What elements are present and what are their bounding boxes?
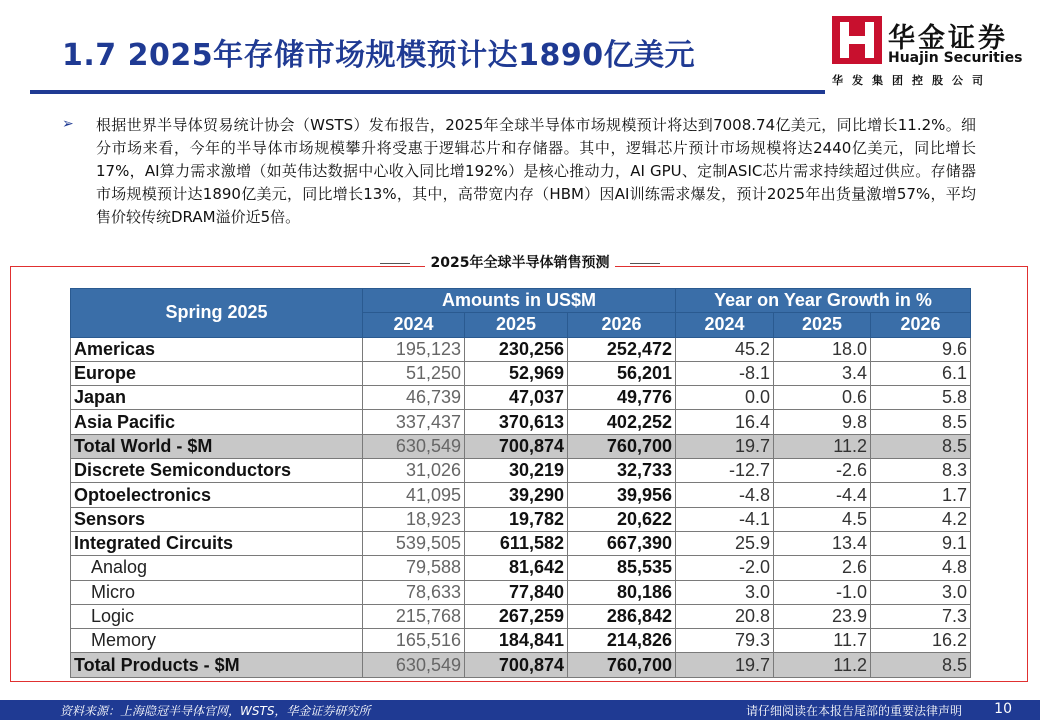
growth-2024-cell: 25.9 bbox=[676, 531, 774, 555]
growth-2024-cell: 45.2 bbox=[676, 337, 774, 361]
sales-forecast-table bbox=[70, 288, 971, 678]
growth-2025-cell: 0.6 bbox=[774, 386, 871, 410]
figure-title-rule-right bbox=[630, 263, 660, 264]
growth-2026-cell: 16.2 bbox=[871, 629, 971, 653]
growth-2026-cell: 5.8 bbox=[871, 386, 971, 410]
row-label: Total Products - $M bbox=[71, 653, 363, 677]
growth-2025-cell: 11.2 bbox=[774, 434, 871, 458]
amount-2025-cell: 370,613 bbox=[465, 410, 568, 434]
amount-year-header: 2026 bbox=[568, 313, 676, 337]
growth-2025-cell: -2.6 bbox=[774, 459, 871, 483]
amount-2025-cell: 52,969 bbox=[465, 361, 568, 385]
amount-2026-cell: 80,186 bbox=[568, 580, 676, 604]
growth-2024-cell: 16.4 bbox=[676, 410, 774, 434]
page-title: 1.7 2025年存储市场规模预计达1890亿美元 bbox=[62, 38, 696, 73]
amount-2025-cell: 77,840 bbox=[465, 580, 568, 604]
growth-group-header: Year on Year Growth in % bbox=[676, 289, 971, 313]
table-row bbox=[71, 361, 971, 385]
growth-2026-cell: 4.8 bbox=[871, 556, 971, 580]
table-row bbox=[71, 410, 971, 434]
row-label: Americas bbox=[71, 337, 363, 361]
table-row bbox=[71, 459, 971, 483]
figure-title-rule-left bbox=[380, 263, 410, 264]
amount-2024-cell: 51,250 bbox=[363, 361, 465, 385]
row-label: Asia Pacific bbox=[71, 410, 363, 434]
amount-2025-cell: 19,782 bbox=[465, 507, 568, 531]
amount-2026-cell: 667,390 bbox=[568, 531, 676, 555]
amount-2025-cell: 39,290 bbox=[465, 483, 568, 507]
growth-2025-cell: 2.6 bbox=[774, 556, 871, 580]
row-label: Logic bbox=[71, 604, 363, 628]
table-row bbox=[71, 629, 971, 653]
growth-2026-cell: 8.5 bbox=[871, 410, 971, 434]
amount-2025-cell: 267,259 bbox=[465, 604, 568, 628]
growth-2024-cell: -4.1 bbox=[676, 507, 774, 531]
bullet-arrow-icon: ➢ bbox=[62, 116, 74, 132]
amount-2026-cell: 286,842 bbox=[568, 604, 676, 628]
amount-2025-cell: 184,841 bbox=[465, 629, 568, 653]
amount-2026-cell: 760,700 bbox=[568, 653, 676, 677]
amount-2024-cell: 195,123 bbox=[363, 337, 465, 361]
amount-year-header: 2025 bbox=[465, 313, 568, 337]
table-total-row bbox=[71, 434, 971, 458]
growth-2025-cell: -1.0 bbox=[774, 580, 871, 604]
footer-source: 资料来源：上海隐冠半导体官网，WSTS，华金证券研究所 bbox=[60, 704, 371, 718]
growth-year-header: 2025 bbox=[774, 313, 871, 337]
table-corner-header: Spring 2025 bbox=[71, 289, 363, 338]
logo-tagline: 华发集团控股公司 bbox=[832, 74, 992, 87]
title-underline bbox=[30, 90, 825, 94]
growth-year-header: 2024 bbox=[676, 313, 774, 337]
growth-2024-cell: -8.1 bbox=[676, 361, 774, 385]
amount-2024-cell: 78,633 bbox=[363, 580, 465, 604]
amount-2026-cell: 20,622 bbox=[568, 507, 676, 531]
growth-2025-cell: 4.5 bbox=[774, 507, 871, 531]
growth-2025-cell: 23.9 bbox=[774, 604, 871, 628]
row-label: Europe bbox=[71, 361, 363, 385]
growth-2026-cell: 8.3 bbox=[871, 459, 971, 483]
amount-2025-cell: 81,642 bbox=[465, 556, 568, 580]
row-label: Micro bbox=[71, 580, 363, 604]
growth-2026-cell: 4.2 bbox=[871, 507, 971, 531]
page-number: 10 bbox=[994, 701, 1012, 717]
company-logo bbox=[832, 14, 1032, 94]
amount-2024-cell: 539,505 bbox=[363, 531, 465, 555]
amount-2026-cell: 39,956 bbox=[568, 483, 676, 507]
amount-2024-cell: 630,549 bbox=[363, 434, 465, 458]
row-label: Integrated Circuits bbox=[71, 531, 363, 555]
growth-2024-cell: 20.8 bbox=[676, 604, 774, 628]
growth-2025-cell: 11.7 bbox=[774, 629, 871, 653]
amount-2026-cell: 32,733 bbox=[568, 459, 676, 483]
row-label: Optoelectronics bbox=[71, 483, 363, 507]
amount-2024-cell: 630,549 bbox=[363, 653, 465, 677]
growth-2026-cell: 9.6 bbox=[871, 337, 971, 361]
growth-2026-cell: 8.5 bbox=[871, 653, 971, 677]
growth-2025-cell: 3.4 bbox=[774, 361, 871, 385]
row-label: Total World - $M bbox=[71, 434, 363, 458]
table-row bbox=[71, 337, 971, 361]
growth-2024-cell: -2.0 bbox=[676, 556, 774, 580]
amount-2024-cell: 215,768 bbox=[363, 604, 465, 628]
growth-2024-cell: 19.7 bbox=[676, 434, 774, 458]
amount-2026-cell: 252,472 bbox=[568, 337, 676, 361]
growth-2025-cell: -4.4 bbox=[774, 483, 871, 507]
growth-2026-cell: 8.5 bbox=[871, 434, 971, 458]
amount-2026-cell: 214,826 bbox=[568, 629, 676, 653]
amount-2024-cell: 79,588 bbox=[363, 556, 465, 580]
amount-2024-cell: 337,437 bbox=[363, 410, 465, 434]
logo-chinese-name: 华金证券 bbox=[888, 23, 1008, 54]
amount-year-header: 2024 bbox=[363, 313, 465, 337]
footer-bar bbox=[0, 700, 1040, 720]
amount-2025-cell: 611,582 bbox=[465, 531, 568, 555]
growth-2024-cell: 0.0 bbox=[676, 386, 774, 410]
figure-title: 2025年全球半导体销售预测 bbox=[425, 252, 616, 272]
growth-year-header: 2026 bbox=[871, 313, 971, 337]
amount-2024-cell: 165,516 bbox=[363, 629, 465, 653]
table-row bbox=[71, 556, 971, 580]
growth-2026-cell: 1.7 bbox=[871, 483, 971, 507]
table-row bbox=[71, 531, 971, 555]
row-label: Analog bbox=[71, 556, 363, 580]
growth-2026-cell: 6.1 bbox=[871, 361, 971, 385]
growth-2025-cell: 18.0 bbox=[774, 337, 871, 361]
figure-title-block bbox=[380, 252, 660, 274]
growth-2026-cell: 3.0 bbox=[871, 580, 971, 604]
amount-2024-cell: 18,923 bbox=[363, 507, 465, 531]
row-label: Japan bbox=[71, 386, 363, 410]
table-row bbox=[71, 604, 971, 628]
amount-2025-cell: 700,874 bbox=[465, 653, 568, 677]
amount-2024-cell: 31,026 bbox=[363, 459, 465, 483]
amount-2025-cell: 30,219 bbox=[465, 459, 568, 483]
growth-2024-cell: 3.0 bbox=[676, 580, 774, 604]
growth-2025-cell: 13.4 bbox=[774, 531, 871, 555]
amount-2024-cell: 46,739 bbox=[363, 386, 465, 410]
amount-2025-cell: 47,037 bbox=[465, 386, 568, 410]
table-row bbox=[71, 483, 971, 507]
table-row bbox=[71, 580, 971, 604]
amount-2024-cell: 41,095 bbox=[363, 483, 465, 507]
growth-2025-cell: 9.8 bbox=[774, 410, 871, 434]
growth-2024-cell: -4.8 bbox=[676, 483, 774, 507]
row-label: Sensors bbox=[71, 507, 363, 531]
amount-2026-cell: 760,700 bbox=[568, 434, 676, 458]
amount-2026-cell: 85,535 bbox=[568, 556, 676, 580]
amount-2026-cell: 402,252 bbox=[568, 410, 676, 434]
amount-2025-cell: 230,256 bbox=[465, 337, 568, 361]
summary-paragraph: 根据世界半导体贸易统计协会（WSTS）发布报告，2025年全球半导体市场规模预计将达到7008.74亿美元，同比增长11.2%。细分市场来看，今年的半导体市场规模攀升将受惠于逻辑芯片和存储器。其中，逻辑芯片预计市场规模将达2440亿美元，同比增长17%，AI算力需求激增（如英伟达数据中心收入同比增192%）是核心推动力，AI GPU、定制ASIC芯片需求持续超过供应。存储器市场规模预计达1890亿美元，同比增长13%，其中，高带宽内存（HBM）因AI训练需求爆发，预计2025年出货量激增57%，平均售价较传统DRAM溢价近5倍。 bbox=[96, 116, 976, 226]
table-row bbox=[71, 386, 971, 410]
amount-2025-cell: 700,874 bbox=[465, 434, 568, 458]
table-row bbox=[71, 507, 971, 531]
row-label: Discrete Semiconductors bbox=[71, 459, 363, 483]
amounts-group-header: Amounts in US$M bbox=[363, 289, 676, 313]
row-label: Memory bbox=[71, 629, 363, 653]
growth-2025-cell: 11.2 bbox=[774, 653, 871, 677]
growth-2026-cell: 7.3 bbox=[871, 604, 971, 628]
amount-2026-cell: 56,201 bbox=[568, 361, 676, 385]
amount-2026-cell: 49,776 bbox=[568, 386, 676, 410]
table-total-row bbox=[71, 653, 971, 677]
huajin-logo-mark-icon bbox=[832, 16, 882, 64]
growth-2024-cell: 19.7 bbox=[676, 653, 774, 677]
logo-english-name: Huajin Securities bbox=[888, 50, 1023, 66]
growth-2026-cell: 9.1 bbox=[871, 531, 971, 555]
growth-2024-cell: -12.7 bbox=[676, 459, 774, 483]
growth-2024-cell: 79.3 bbox=[676, 629, 774, 653]
footer-legal-notice: 请仔细阅读在本报告尾部的重要法律声明 bbox=[745, 704, 962, 718]
